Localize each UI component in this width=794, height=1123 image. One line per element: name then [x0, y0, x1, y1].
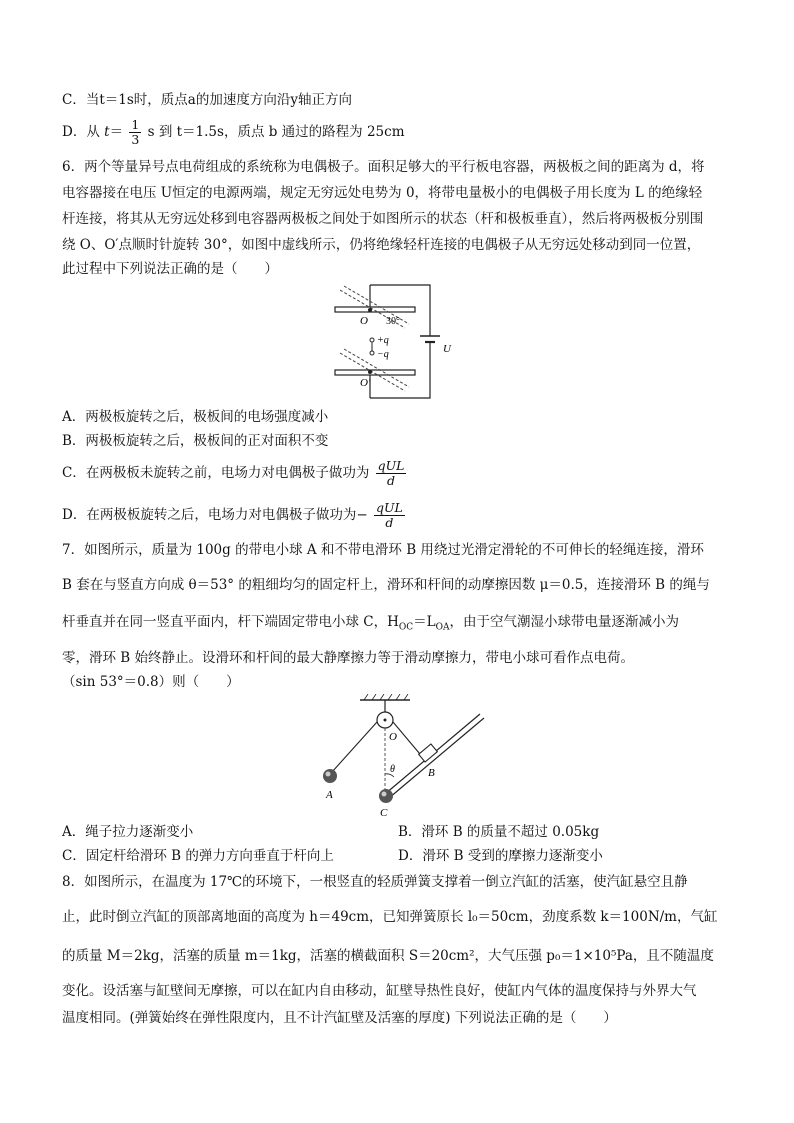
q7-option-b: B．滑环 B 的质量不超过 0.05kg [398, 824, 600, 840]
q6-stem-line-1: 6．两个等量异号点电荷组成的系统称为电偶极子。面积足够大的平行板电容器，两极板之间的距离为 d，将 [62, 159, 705, 175]
q5-option-d-t: t [104, 124, 110, 140]
q7-label-c: C [380, 807, 388, 816]
q8-stem-line-4: 变化。设活塞与缸壁间无摩擦，可以在缸内自由移动，缸壁导热性良好，使缸内气体的温度保持与外界大气 [62, 983, 697, 999]
q6-option-d-fraction [374, 501, 405, 530]
q7-label-a: A [326, 789, 333, 801]
q7-stem-line-4: 零，滑环 B 始终静止。设滑环和杆间的最大静摩擦力等于滑动摩擦力，带电小球可看作点电荷。 [62, 650, 635, 666]
q6-option-a: A．两极板旋转之后，极板间的电场强度减小 [62, 409, 329, 425]
q5-option-d-post: s 到 t＝1.5s，质点 b 通过的路程为 25cm [147, 124, 405, 140]
q6-d-frac-den: d [385, 515, 394, 530]
q6-label-plus-q: +q [377, 335, 389, 346]
q5-option-d-pre: D．从 [62, 124, 100, 140]
q5-option-c: C．当t＝1s时，质点a的加速度方向沿y轴正方向 [62, 92, 352, 108]
q8-stem-line-2: 止，此时倒立汽缸的顶部离地面的高度为 h＝49cm，已知弹簧原长 l₀＝50cm，劲度系数 k＝100N/m，气缸 [62, 909, 718, 925]
q7-stem-line-5: （sin 53°＝0.8）则（ ） [62, 674, 240, 690]
q6-option-c-fraction [376, 459, 407, 488]
q7-option-d: D．滑环 B 受到的摩擦力逐渐变小 [398, 848, 603, 864]
q6-d-frac-num: qUL [375, 500, 403, 515]
q6-stem-line-2: 电容器接在电压 U恒定的电源两端，规定无穷远处电势为 0，将带电量极小的电偶极子用长度为 L 的绝缘轻 [62, 185, 703, 201]
q6-capacitor-figure [330, 280, 470, 404]
q6-option-c [62, 455, 408, 491]
q6-label-o-prime: O′ [360, 377, 371, 389]
q7-stem-3-eq: ＝L [413, 614, 436, 630]
q6-label-u: U [443, 343, 451, 355]
q7-option-a: A．绳子拉力逐渐变小 [62, 824, 194, 840]
q7-label-theta: θ [390, 764, 395, 775]
q7-stem-3-b: ，由于空气潮湿小球带电量逐渐减小为 [449, 614, 680, 630]
q5-option-d-eq: ＝ [109, 124, 124, 140]
q6-option-b: B．两极板旋转之后，极板间的正对面积不变 [62, 433, 329, 449]
q6-option-d [62, 497, 407, 533]
q6-option-c-text: C．在两极板未旋转之前，电场力对电偶极子做功为 [62, 465, 370, 481]
q5-frac-den: 3 [131, 132, 140, 147]
q8-stem-line-5: 温度相同。(弹簧始终在弹性限度内，且不计汽缸壁及活塞的厚度) 下列说法正确的是（ ） [62, 1010, 617, 1026]
q6-c-frac-num: qUL [377, 458, 405, 473]
q5-fraction [129, 118, 141, 147]
q7-stem-line-3 [62, 612, 679, 638]
q7-sub-oa: OA [435, 622, 450, 633]
q7-stem-line-2: B 套在与竖直方向成 θ＝53° 的粗细均匀的固定杆上，滑环和杆间的动摩擦因数 μ＝0.5，连接滑环 B 的绳与 [62, 577, 710, 593]
q8-stem-line-3: 的质量 M＝2kg，活塞的质量 m＝1kg，活塞的横截面积 S＝20cm²，大气压强 p₀＝1×10⁵Pa，且不随温度 [62, 948, 714, 964]
q6-label-minus-q: −q [377, 349, 389, 360]
q6-stem-line-5: 此过程中下列说法正确的是（ ） [62, 261, 278, 277]
q8-stem-line-1: 8．如图所示，在温度为 17℃的环境下，一根竖直的轻质弹簧支撑着一倒立汽缸的活塞，使汽缸悬空且静 [62, 874, 688, 890]
q6-option-d-text: D．在两极板旋转之后，电场力对电偶极子做功为− [62, 507, 368, 523]
q7-label-o: O [389, 731, 397, 743]
q7-sub-oc: OC [398, 622, 414, 633]
q7-pulley-figure [310, 694, 490, 816]
q7-stem-3-a: 杆垂直并在同一竖直平面内，杆下端固定带电小球 C，H [62, 614, 399, 630]
q6-stem-line-3: 杆连接，将其从无穷远处移到电容器两极板之间处于如图所示的状态（杆和极板垂直），然后将两极板分别围 [62, 211, 704, 227]
q6-label-o: O [360, 315, 368, 327]
q7-option-c: C．固定杆给滑环 B 的弹力方向垂直于杆向上 [62, 848, 334, 864]
q5-option-d [62, 118, 405, 147]
q6-label-angle: 30° [386, 316, 400, 327]
q5-frac-num: 1 [131, 117, 140, 132]
q7-stem-line-1: 7．如图所示，质量为 100g 的带电小球 A 和不带电滑环 B 用绕过光滑定滑轮的不可伸长的轻绳连接，滑环 [62, 542, 704, 558]
q6-stem-line-4: 绕 O、O′点顺时针旋转 30°，如图中虚线所示，仍将绝缘轻杆连接的电偶极子从无穷远处移动到同一位置， [62, 237, 701, 253]
q7-label-b: B [428, 767, 435, 779]
q6-c-frac-den: d [387, 473, 396, 488]
